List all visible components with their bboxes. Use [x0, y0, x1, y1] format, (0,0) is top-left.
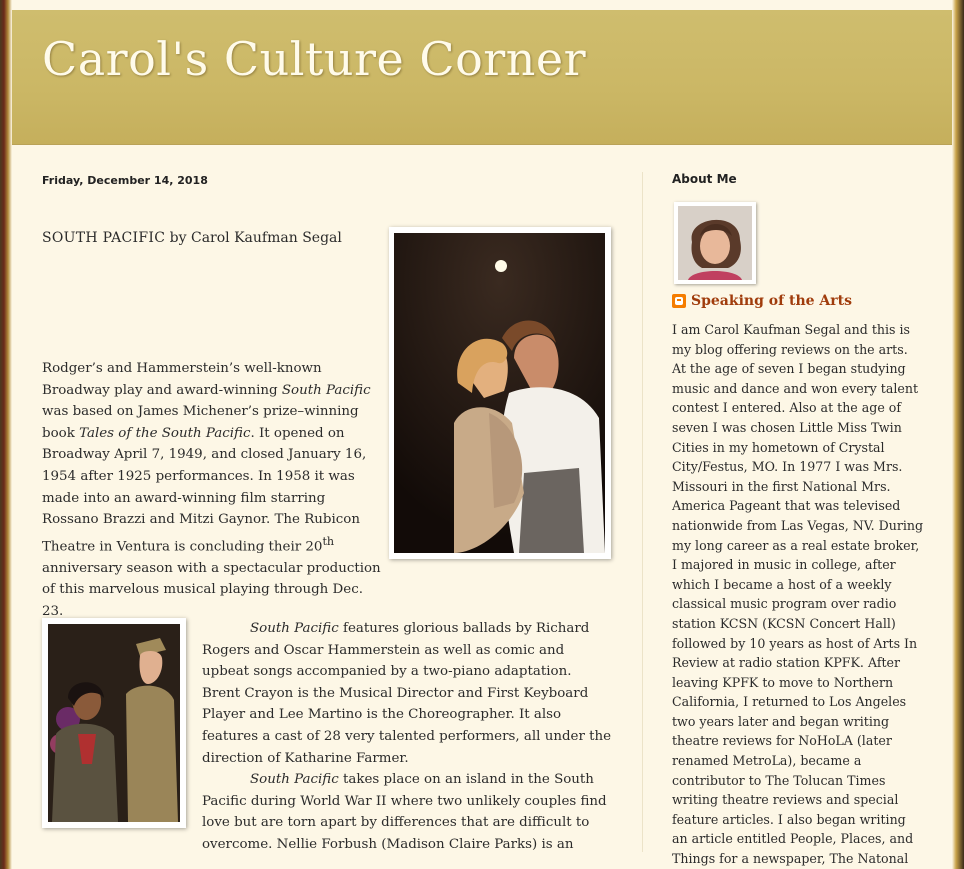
post-photo-cast[interactable]	[42, 618, 186, 828]
para3-italic-show: South Pacific	[250, 772, 339, 788]
couple-photo-image	[394, 233, 605, 553]
blog-post	[42, 228, 622, 852]
para1-text-c: was based on James Michener’s prize–winning book	[42, 404, 359, 441]
post-title	[42, 228, 622, 250]
blog-header	[12, 10, 952, 145]
blogger-icon	[672, 294, 686, 308]
post-title-author: by Carol Kaufman Segal	[165, 230, 342, 246]
profile-bio: I am Carol Kaufman Segal and this is my blog offering reviews on the arts. At the age of seven I began studying music and dance and won every talent contest I entered. Also at the age of seven I was chosen Little Miss Twin Cities in my hometown of Crystal City/Festus, MO. In 1977 I was Mrs. Missouri in the first National Mrs. America Pageant that was televised nationwide from Las Vegas, NV. During my long career as a real estate broker, I majored in music in college, after which I became a host of a weekly classical music program over radio station KCSN (KCSN Concert Hall) followed by 10 years as host of Arts In Review at radio station KPFK. After leaving KPFK to move to Northern California, I returned to Los Angeles two years later and began writing theatre reviews for NoHoLA (later renamed MetroLa), became a contributor to The Tolucan Times writing theatre reviews and special feature articles. I also began writing an article entitled People, Places, and Things for a newspaper, The Natonal	[672, 322, 924, 867]
post-paragraph-1	[42, 358, 382, 623]
para1-italic-show: South Pacific	[281, 382, 371, 398]
about-me-heading: About Me	[672, 172, 737, 186]
avatar-image	[678, 206, 752, 280]
para2-text: features glorious ballads by Richard Rogers and Oscar Hammerstein as well as comic and upbeat songs accompanied by a two-piano adaptation. Brent Crayon is the Musical Director and First Keyboard Player and Lee Martino is the Choreographer. It also features a cast of 28 very talented performers, all under the direction of Katharine Farmer.	[202, 621, 612, 766]
profile-link[interactable]	[672, 293, 852, 309]
cast-photo-image	[48, 624, 180, 822]
para1-text-f: anniversary season with a spectacular production of this marvelous musical playing through Dec. 23.	[42, 560, 381, 619]
column-divider	[642, 172, 643, 852]
profile-name[interactable]: Speaking of the Arts	[691, 293, 852, 309]
post-paragraphs-2-3	[202, 618, 612, 856]
para1-superscript: th	[322, 534, 335, 548]
para1-text-e: . It opened on Broadway April 7, 1949, and closed January 16, 1954 after 1925 performances. In 1958 it was made into an award-winning film starring Rossano Brazzi and Mitzi Gaynor. The Rubicon Theatre in Ventura is concluding their 20	[42, 425, 367, 555]
post-paragraph-3	[202, 769, 612, 855]
post-paragraph-2	[202, 618, 612, 769]
post-date: Friday, December 14, 2018	[42, 174, 208, 187]
para3-text: takes place on an island in the South Pacific during World War II where two unlikely couples find love but are torn apart by differences that are difficult to overcome. Nellie Forbush (Madison Claire Parks) is an	[202, 772, 607, 852]
para1-italic-book: Tales of the South Pacific	[79, 425, 251, 441]
para2-italic-show: South Pacific	[250, 621, 339, 636]
post-title-show: SOUTH PACIFIC	[42, 230, 166, 246]
para1-text-a: Rodger’s and Hammerstein’s well-known Broadway play and award-winning	[42, 361, 322, 398]
post-photo-couple[interactable]	[389, 227, 611, 559]
avatar[interactable]	[674, 202, 756, 284]
blog-title[interactable]: Carol's Culture Corner	[42, 32, 587, 86]
